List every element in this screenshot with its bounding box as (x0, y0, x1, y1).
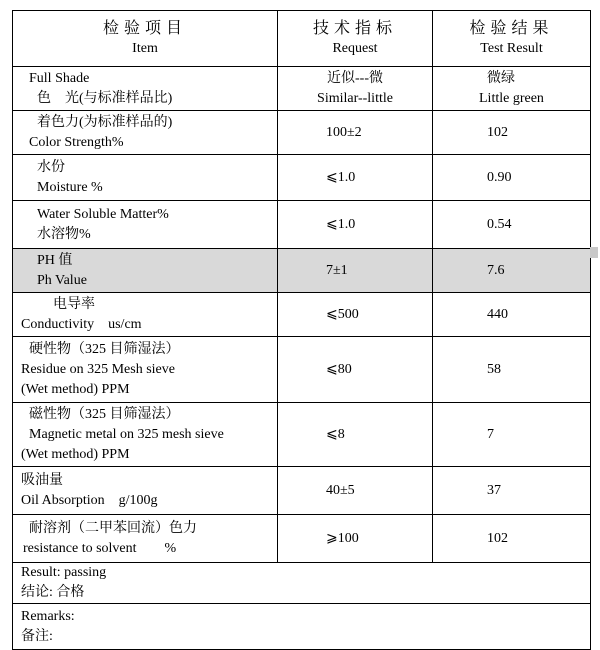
result-cell (433, 67, 591, 111)
item-line: Full Shade (29, 70, 90, 86)
result-cell: 7.6 (433, 249, 591, 293)
header-item-zh: 检验项目 (102, 19, 187, 37)
result-cell: 37 (433, 467, 591, 515)
item-cell (13, 293, 278, 337)
item-line: Conductivity us/cm (21, 316, 142, 332)
table-row (13, 403, 591, 467)
request-cell: ⩽80 (278, 337, 433, 403)
header-row (13, 11, 591, 67)
item-line: 耐溶剂（二甲苯回流）色力 (29, 520, 197, 536)
item-cell (13, 155, 278, 201)
item-cell (13, 201, 278, 249)
result-cell: 7 (433, 403, 591, 467)
conclusion-cell (13, 563, 591, 604)
header-item (13, 11, 278, 67)
table-row (13, 337, 591, 403)
item-line: 水溶物% (37, 226, 91, 242)
result-line: 微绿 (487, 70, 515, 86)
item-line: Water Soluble Matter% (37, 206, 169, 222)
result-line: Little green (479, 90, 544, 106)
item-line: Color Strength% (29, 134, 124, 150)
header-result-en: Test Result (480, 40, 543, 56)
request-cell: ⩽1.0 (278, 155, 433, 201)
item-line: 电导率 (53, 296, 95, 312)
table-row (13, 201, 591, 249)
request-cell: 7±1 (278, 249, 433, 293)
conclusion-zh: 结论: 合格 (21, 585, 85, 600)
item-cell (13, 403, 278, 467)
inspection-table (12, 10, 591, 650)
item-line: PH 值 (37, 252, 73, 268)
item-line: 吸油量 (21, 472, 63, 488)
request-cell: 40±5 (278, 467, 433, 515)
item-line: 着色力(为标准样品的) (37, 114, 173, 130)
item-line: Moisture % (37, 179, 103, 195)
result-cell: 0.90 (433, 155, 591, 201)
result-row (13, 563, 591, 604)
header-request-zh: 技术指标 (312, 19, 397, 37)
result-cell: 440 (433, 293, 591, 337)
result-cell: 0.54 (433, 201, 591, 249)
item-cell (13, 515, 278, 563)
request-cell: ⩽1.0 (278, 201, 433, 249)
table-row (13, 67, 591, 111)
item-cell (13, 337, 278, 403)
conclusion-en: Result: passing (21, 565, 107, 580)
request-line: 近似---微 (327, 70, 383, 86)
request-cell: ⩽8 (278, 403, 433, 467)
result-cell: 58 (433, 337, 591, 403)
result-cell: 102 (433, 111, 591, 155)
table-row (13, 249, 591, 293)
item-line: resistance to solvent % (23, 540, 177, 556)
request-cell: ⩽500 (278, 293, 433, 337)
remarks-zh: 备注: (21, 629, 53, 644)
request-cell: 100±2 (278, 111, 433, 155)
remarks-en: Remarks: (21, 609, 75, 624)
inspection-report (12, 10, 590, 650)
item-line: 磁性物（325 目筛湿法） (29, 406, 180, 422)
table-row (13, 293, 591, 337)
item-line: 水份 (37, 159, 65, 175)
item-line: 色 光(与标准样品比) (37, 90, 173, 106)
item-line: Magnetic metal on 325 mesh sieve (29, 426, 224, 442)
item-line: (Wet method) PPM (21, 446, 130, 462)
header-result-zh: 检验结果 (469, 19, 554, 37)
item-cell (13, 67, 278, 111)
header-result (433, 11, 591, 67)
item-line: Ph Value (37, 272, 87, 288)
result-cell: 102 (433, 515, 591, 563)
item-line: 硬性物（325 目筛湿法） (29, 341, 180, 357)
item-line: Oil Absorption g/100g (21, 492, 158, 508)
item-cell (13, 111, 278, 155)
item-cell (13, 467, 278, 515)
table-row (13, 467, 591, 515)
table-row (13, 111, 591, 155)
request-cell: ⩾100 (278, 515, 433, 563)
row-handle-marker (590, 247, 598, 258)
header-request (278, 11, 433, 67)
header-item-en: Item (132, 40, 158, 56)
item-line: Residue on 325 Mesh sieve (21, 361, 175, 377)
item-cell (13, 249, 278, 293)
table-row (13, 515, 591, 563)
request-cell (278, 67, 433, 111)
header-request-en: Request (332, 40, 378, 56)
table-row (13, 155, 591, 201)
item-line: (Wet method) PPM (21, 381, 130, 397)
request-line: Similar--little (317, 90, 393, 106)
